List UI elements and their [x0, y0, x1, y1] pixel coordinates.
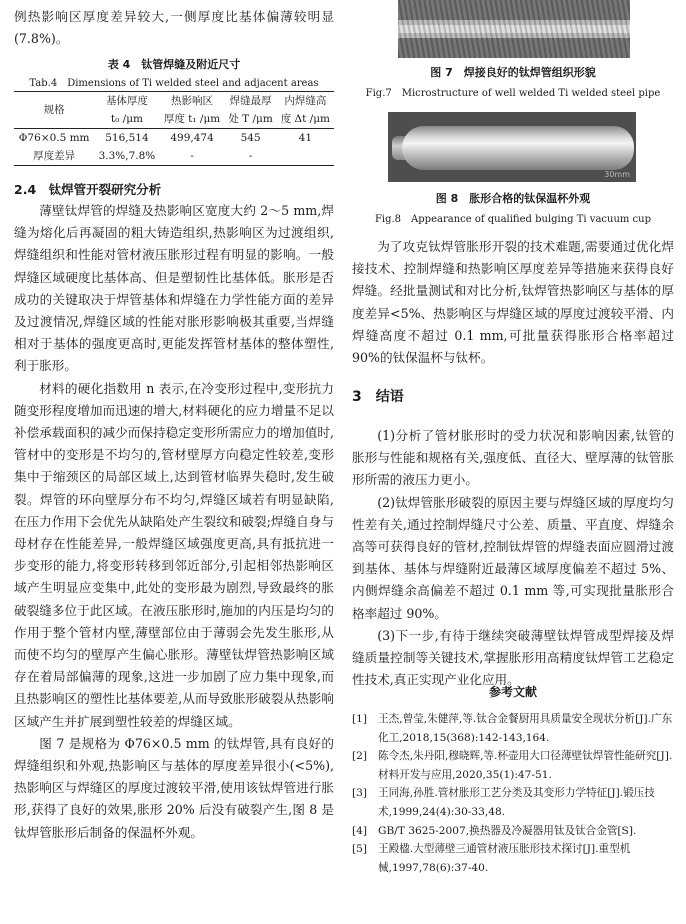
header-cell: 热影响区: [160, 92, 225, 111]
figure-8-caption-en: Fig.8 Appearance of qualified bulging Ti vacuum cup: [374, 214, 652, 225]
body-paragraph: 材料的硬化指数用 n 表示,在冷变形过程中,变形抗力随变形程度增加而迅速的增大,材料硬化的应力增量不足以补偿承载面积的减少而保持稳定变形所需应力的增加值时,管材中的变形是不均匀的,管材壁厚方向稳定性较差,变形集中于缩颈区的局部区域上,达到管材临界失稳时,发生破裂。焊管的环向壁厚分布不均匀,焊缝区域若有明显缺陷,在压力作用下会优先从缺陷处产生裂纹和破裂;焊缝自身与母材存在性能差异,一般焊缝区域强度更高,具有抵抗进一步变形的能力,将变形转移到邻近部分,引起相邻热影响区域产生明显应变集中,此处的变形最为剧烈,导致最终的胀破裂缝多位于此区域。在液压胀形时,施加的内压是均匀的作用于整个管材内壁,薄壁部位由于薄弱会先发生胀形,从而使不均匀的壁厚产生偏心胀形。薄壁钛焊管热影响区域存在着局部偏薄的现象,这进一步加剧了应力集中现象,而且热影响区的塑性比基体要差,从而导致胀形破裂从热影响区域产生并扩展到塑性较差的焊缝区域。: [14, 380, 334, 729]
figure-8-watermark: 30mm: [604, 170, 630, 179]
table-cell: 516,514: [105, 132, 149, 144]
figure-7-caption-en: Fig.7 Microstructure of well welded Ti welded steel pipe: [365, 88, 661, 99]
reference-number: [5]: [352, 843, 368, 856]
table-cell: Φ76×0.5 mm: [18, 132, 90, 144]
header-cell: 处 T /μm: [225, 110, 277, 129]
table-cell: -: [160, 147, 225, 166]
section-heading-2-4: 2.4 钛焊管开裂研究分析: [14, 182, 162, 197]
section-heading-3: 3 结语: [352, 389, 404, 405]
conclusion-item: (3)下一步,有待于继续突破薄壁钛焊管成型焊接及焊缝质量控制等关键技术,掌握胀形用高精度钛焊管工艺稳定性技术,真正实现产业化应用。: [352, 627, 674, 688]
reference-item: [352, 710, 674, 747]
reference-text: 王杰,曾莹,朱健萍,等.钛合金餐厨用具质量安全现状分析[J].广东化工,2018,15(368):142-143,164.: [378, 713, 673, 744]
table-cell: -: [225, 147, 277, 166]
conclusion-item: (1)分析了管材胀形时的受力状况和影响因素,钛管的胀形与性能和规格有关,强度低、直径大、壁厚薄的钛管胀形所需的液压力更小。: [352, 428, 674, 488]
header-cell: 规格: [14, 92, 94, 129]
reference-list: [352, 710, 674, 877]
table-cell: 厚度差异: [14, 147, 94, 166]
reference-item: [352, 840, 674, 877]
figure-8-vacuum-cup-photo: [388, 112, 636, 182]
header-cell: 厚度 t₁ /μm: [160, 110, 225, 129]
table-cell: 41: [298, 132, 313, 144]
reference-number: [3]: [352, 787, 368, 800]
reference-item: [352, 822, 674, 841]
table-cell: 499,474: [170, 132, 214, 144]
references-title: 参考文献: [488, 685, 537, 699]
table-cell: 545: [240, 132, 261, 144]
reference-text: 陈令杰,朱丹阳,穆晓辉,等.杯壶用大口径薄壁钛焊管性能研究[J].材料开发与应用,2020,35(1):47-51.: [378, 750, 673, 781]
reference-number: [2]: [352, 750, 368, 763]
continued-paragraph: 例热影响区厚度差异较大,一侧厚度比基体偏薄较明显(7.8%)。: [14, 9, 334, 47]
reference-number: [4]: [352, 824, 368, 837]
table-caption-en: Tab.4 Dimensions of Ti welded steel and adjacent areas: [29, 78, 319, 89]
header-cell: 基体厚度: [94, 92, 159, 111]
reference-item: [352, 747, 674, 784]
conclusion-item: (2)钛焊管胀形破裂的原因主要与焊缝区域的厚度均匀性差有关,通过控制焊缝尺寸公差、质量、平直度、焊缝余高等可获得良好的管材,控制钛焊管的焊缝表面应圆滑过渡到基体、基体与焊缝附近最薄区域厚度偏差不超过 5%、内侧焊缝余高偏差不超过 0.1 mm 等,可实现批量胀形合格率超过 90%。: [352, 494, 674, 621]
table-cell: [277, 147, 334, 166]
cup-body: [402, 126, 634, 170]
header-cell: 内焊缝高: [277, 92, 334, 111]
section-2-4-body: [14, 200, 334, 844]
table-caption-cn: 表 4 钛管焊缝及附近尺寸: [107, 58, 241, 71]
conclusions: [352, 425, 674, 691]
reference-text: 王同海,孙胜.管材胀形工艺分类及其变形力学特征[J].锻压技术,1999,24(4):30-33,48.: [378, 787, 655, 818]
figure-8-caption-cn: 图 8 胀形合格的钛保温杯外观: [435, 192, 591, 205]
table-header-row: [14, 92, 334, 111]
table-row: [14, 129, 334, 148]
figure-7-caption-cn: 图 7 焊接良好的钛焊管组织形貌: [430, 66, 596, 79]
dimensions-table: [14, 91, 334, 166]
table-cell: 3.3%,7.8%: [94, 147, 159, 166]
header-cell: t₀ /μm: [94, 110, 159, 129]
header-cell: 度 Δt /μm: [277, 110, 334, 129]
reference-number: [1]: [352, 713, 368, 725]
reference-text: 王殿楹.大型薄壁三通管材液压胀形技术探讨[J].重型机械,1997,78(6):37-40.: [378, 843, 631, 874]
figure-7-micrograph: [398, 0, 630, 58]
header-cell: 焊缝最厚: [225, 92, 277, 111]
body-paragraph: 为了攻克钛焊管胀形开裂的技术难题,需要通过优化焊接技术、控制焊缝和热影响区厚度差异等措施来获得良好焊缝。经批量测试和对比分析,钛焊管热影响区与基体的厚度差异<5%、热影响区与焊缝区域的厚度过渡较平滑、内焊缝高度不超过 0.1 mm,可批量获得胀形合格率超过 90%的钛保温杯与钛杯。: [352, 239, 674, 366]
table-row: [14, 147, 334, 166]
body-paragraph: 图 7 是规格为 Φ76×0.5 mm 的钛焊管,具有良好的焊缝组织和外观,热影响区与基体的厚度差异很小(<5%),热影响区与焊缝区的厚度过渡较平滑,使用该钛焊管进行胀形,获得了良好的效果,胀形 20% 后没有破裂产生,图 8 是钛焊管胀形后制备的保温杯外观。: [14, 735, 334, 840]
micrograph-texture: [398, 0, 630, 58]
reference-item: [352, 784, 674, 821]
body-paragraph: 薄壁钛焊管的焊缝及热影响区宽度大约 2～5 mm,焊缝为熔化后再凝固的粗大铸造组织,热影响区为过渡组织,焊缝组织和性能对管材液压胀形过程有明显的影响。一般焊缝区域硬度比基体高、但是塑韧性比基体低。胀形是否成功的关键取决于焊管基体和焊缝在力学性能方面的差异及过渡情况,焊缝区域的性能对胀形影响极其重要,当焊缝相对于基体的强度更高时,更能发挥管材基体的整体塑性,利于胀形。: [14, 203, 334, 374]
reference-text: GB/T 3625-2007,换热器及冷凝器用钛及钛合金管[S].: [378, 824, 637, 837]
